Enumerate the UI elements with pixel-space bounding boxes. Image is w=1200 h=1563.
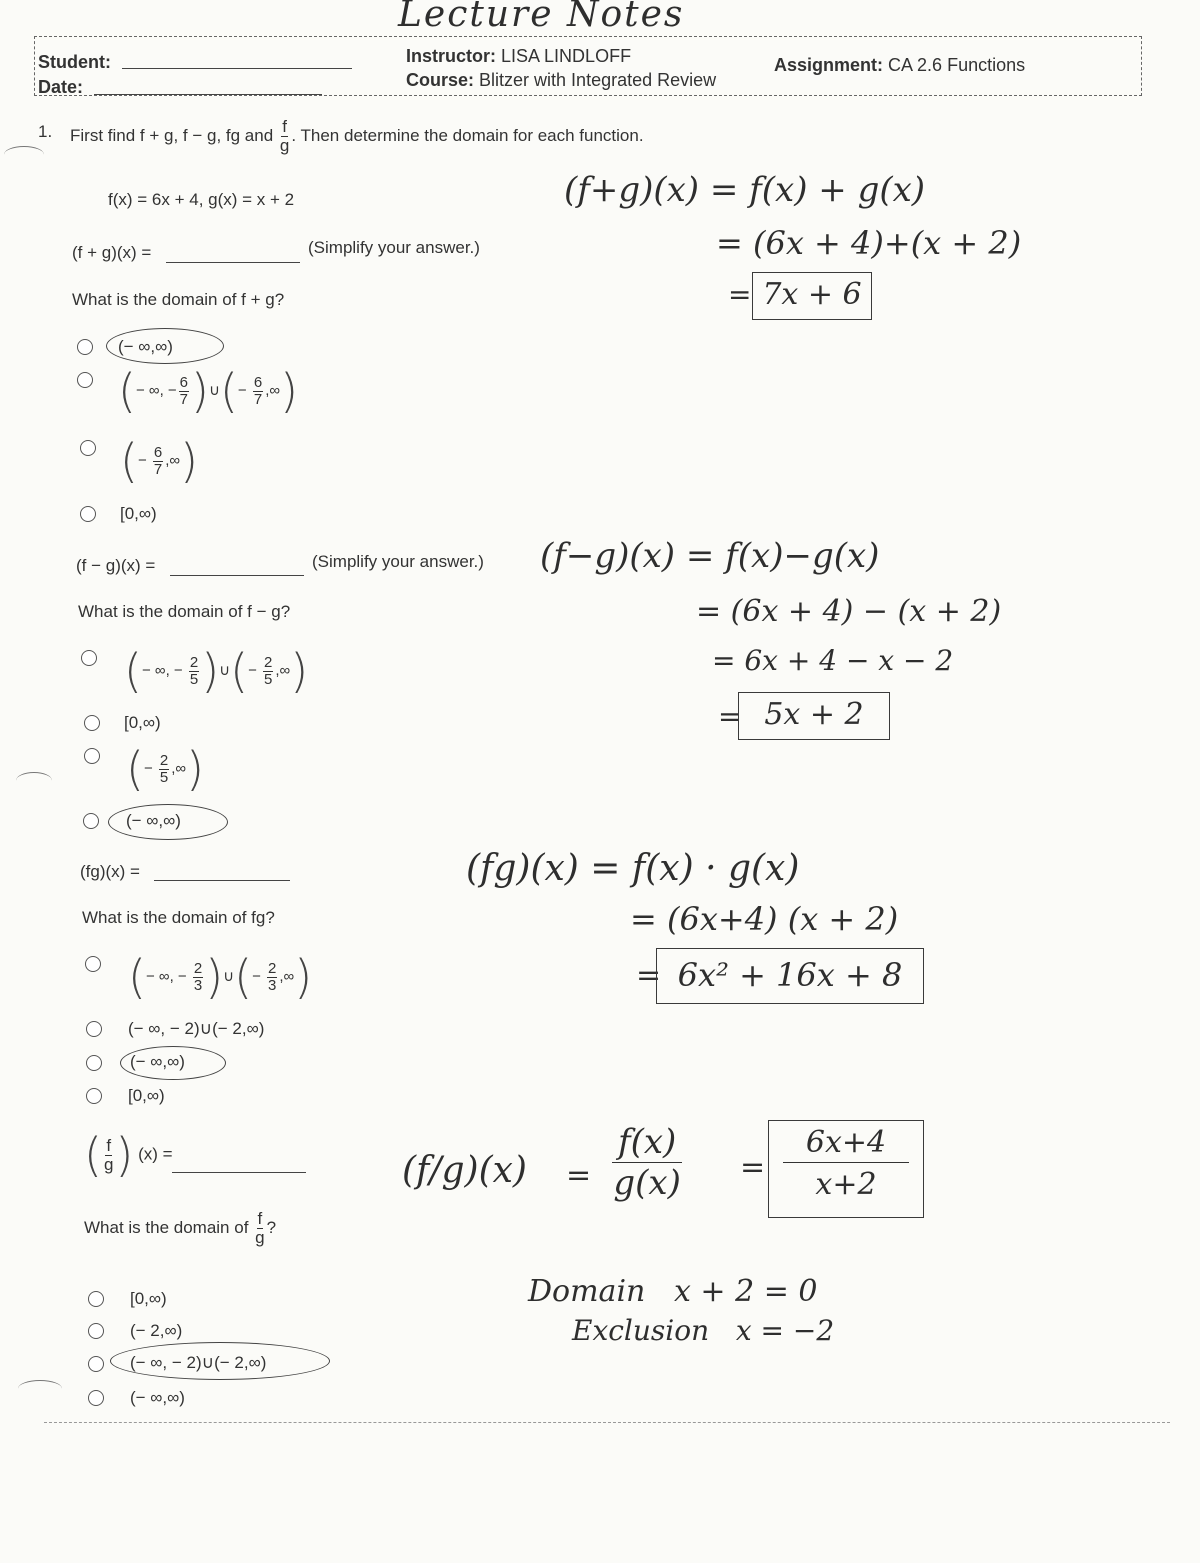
prod-work-line-1: (fg)(x) = f(x) · g(x)	[466, 848, 800, 889]
problem-prompt: First find f + g, f − g, fg and $\frac{f}{g}$ . Then determine the domain for each function.	[70, 117, 644, 155]
sum-work-line-1: (f+g)(x) = f(x) + g(x)	[564, 170, 926, 210]
diff-question: What is the domain of f − g?	[78, 602, 291, 621]
prod-answer-field[interactable]	[154, 862, 290, 881]
domain-note-2: Exclusion x = −2	[572, 1314, 835, 1347]
prod-option-3-radio[interactable]	[86, 1055, 102, 1071]
quot-option-2: (− 2,∞)	[130, 1321, 183, 1340]
quot-option-1: [0,∞)	[130, 1289, 167, 1308]
sum-option-1-radio[interactable]	[77, 339, 93, 355]
prod-question: What is the domain of fg?	[82, 908, 275, 927]
domain-note-1: Domain x + 2 = 0	[528, 1274, 818, 1309]
quot-work-fraction: f(x) g(x)	[613, 1122, 681, 1203]
given-functions: f(x) = 6x + 4, g(x) = x + 2	[108, 190, 295, 209]
margin-mark	[16, 772, 52, 789]
diff-work-line-1: (f−g)(x) = f(x)−g(x)	[540, 536, 880, 576]
quot-final-answer: 6x+4 x+2	[768, 1120, 924, 1218]
diff-final-answer: 5x + 2	[738, 692, 890, 740]
date-field[interactable]	[94, 76, 322, 95]
quot-option-1-radio[interactable]	[88, 1291, 104, 1307]
diff-answer-field[interactable]	[170, 557, 304, 576]
quot-option-4: (− ∞,∞)	[130, 1388, 185, 1407]
diff-option-4: (− ∞,∞)	[126, 811, 181, 830]
prod-final-answer: 6x² + 16x + 8	[656, 948, 924, 1004]
margin-mark	[4, 146, 44, 163]
quot-work-lhs: (f/g)(x)	[402, 1150, 527, 1191]
prod-option-2: (− ∞, − 2)∪(− 2,∞)	[128, 1019, 265, 1038]
quot-option-3-radio[interactable]	[88, 1356, 104, 1372]
sum-option-2-radio[interactable]	[77, 372, 93, 388]
student-label: Student:	[38, 52, 111, 72]
sum-option-4-radio[interactable]	[80, 506, 96, 522]
assignment: Assignment: CA 2.6 Functions	[774, 55, 1026, 75]
diff-label: (f − g)(x) =	[76, 556, 156, 575]
prod-option-1-radio[interactable]	[85, 956, 101, 972]
quot-label: ( $\frac{f}{g}$ ) (x) =	[84, 1128, 173, 1182]
bottom-divider	[44, 1422, 1170, 1423]
prod-work-line-2: = (6x+4) (x + 2)	[630, 900, 899, 938]
sum-option-3-radio[interactable]	[80, 440, 96, 456]
sum-option-4: [0,∞)	[120, 504, 157, 523]
quot-option-2-radio[interactable]	[88, 1323, 104, 1339]
diff-option-2: [0,∞)	[124, 713, 161, 732]
course: Course: Blitzer with Integrated Review	[406, 70, 717, 90]
sum-final-answer: 7x + 6	[752, 272, 872, 320]
sum-option-3: (− $\frac{6}{7}$ ,∞)	[120, 434, 199, 488]
diff-option-3: (− $\frac{2}{5}$ ,∞)	[126, 742, 205, 796]
diff-option-3-radio[interactable]	[84, 748, 100, 764]
page-title: Lecture Notes	[398, 0, 685, 35]
sum-option-1: (− ∞,∞)	[118, 337, 173, 356]
prod-option-1: (− ∞, − $\frac{2}{3}$ )∪(− $\frac{2}{3}$ ,∞)	[128, 950, 313, 1004]
diff-option-4-radio[interactable]	[83, 813, 99, 829]
instructor: Instructor: LISA LINDLOFF	[406, 46, 632, 66]
prod-label: (fg)(x) =	[80, 862, 140, 881]
sum-option-2: (− ∞, − $\frac{6}{7}$ )∪(− $\frac{6}{7}$ ,∞)	[118, 364, 299, 418]
sum-question: What is the domain of f + g?	[72, 290, 285, 309]
prod-option-4: [0,∞)	[128, 1086, 165, 1105]
student-field[interactable]	[122, 50, 352, 69]
diff-option-1-radio[interactable]	[81, 650, 97, 666]
date-label: Date:	[38, 77, 84, 97]
diff-option-1: (− ∞, − $\frac{2}{5}$ )∪(− $\frac{2}{5}$ ,∞)	[124, 644, 309, 698]
prod-option-3: (− ∞,∞)	[130, 1052, 185, 1071]
sum-work-eq: =	[728, 278, 752, 311]
diff-work-line-3: = 6x + 4 − x − 2	[712, 644, 954, 677]
sum-answer-field[interactable]	[166, 244, 300, 263]
prod-work-eq: =	[636, 958, 662, 993]
quot-answer-field[interactable]	[172, 1154, 306, 1173]
quot-work-eq-1: =	[566, 1158, 592, 1193]
sum-label: (f + g)(x) =	[72, 243, 152, 262]
quot-question: What is the domain of $\frac{f}{g}$ ?	[84, 1209, 277, 1247]
diff-hint: (Simplify your answer.)	[312, 552, 484, 571]
sum-hint: (Simplify your answer.)	[308, 238, 480, 257]
problem-number: 1.	[38, 122, 53, 141]
margin-mark	[18, 1380, 62, 1397]
diff-work-eq: =	[718, 700, 742, 733]
quot-option-3: (− ∞, − 2)∪(− 2,∞)	[130, 1353, 267, 1372]
prod-option-4-radio[interactable]	[86, 1088, 102, 1104]
sum-work-line-2: = (6x + 4)+(x + 2)	[716, 224, 1022, 262]
prod-option-2-radio[interactable]	[86, 1021, 102, 1037]
diff-option-2-radio[interactable]	[84, 715, 100, 731]
quot-option-4-radio[interactable]	[88, 1390, 104, 1406]
diff-work-line-2: = (6x + 4) − (x + 2)	[696, 594, 1002, 629]
quot-work-eq-2: =	[740, 1150, 766, 1185]
